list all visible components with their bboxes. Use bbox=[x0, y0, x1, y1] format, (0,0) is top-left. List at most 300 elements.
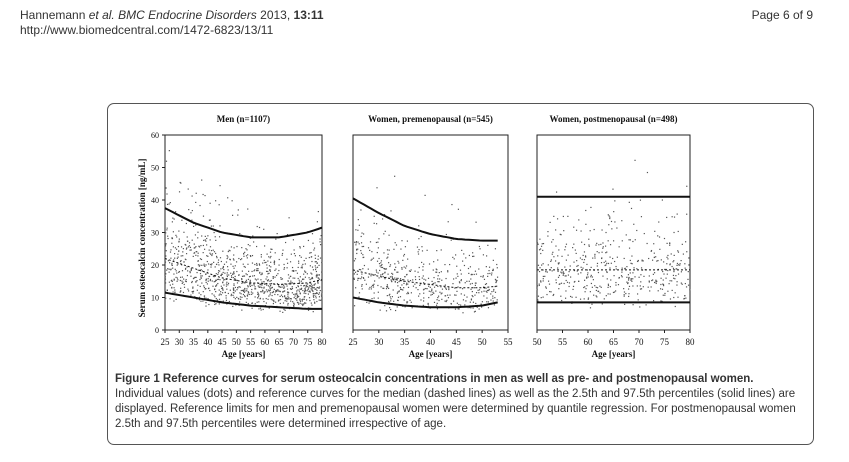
data-point bbox=[576, 253, 577, 254]
data-point bbox=[445, 295, 446, 296]
data-point bbox=[386, 288, 387, 289]
data-point bbox=[166, 243, 167, 244]
data-point bbox=[415, 279, 416, 280]
data-point bbox=[191, 282, 192, 283]
data-point bbox=[630, 280, 631, 281]
data-point bbox=[494, 297, 495, 298]
data-point bbox=[672, 261, 673, 262]
data-point bbox=[189, 250, 190, 251]
citation-volume: 13:11 bbox=[293, 8, 324, 22]
data-point bbox=[555, 279, 556, 280]
data-point bbox=[282, 250, 283, 251]
data-point bbox=[248, 293, 249, 294]
plot-frame bbox=[537, 135, 690, 330]
data-point bbox=[205, 288, 206, 289]
data-point bbox=[313, 249, 314, 250]
data-point bbox=[483, 254, 484, 255]
data-point bbox=[200, 294, 201, 295]
data-point bbox=[288, 298, 289, 299]
data-point bbox=[201, 179, 202, 180]
data-point bbox=[598, 291, 599, 292]
data-point bbox=[566, 280, 567, 281]
data-point bbox=[321, 271, 322, 272]
data-point bbox=[194, 247, 195, 248]
data-point bbox=[575, 249, 576, 250]
data-point bbox=[235, 287, 236, 288]
data-point bbox=[363, 277, 364, 278]
data-point bbox=[563, 273, 564, 274]
data-point bbox=[580, 257, 581, 258]
data-point bbox=[165, 262, 166, 263]
data-point bbox=[643, 260, 644, 261]
data-point bbox=[279, 291, 280, 292]
data-point bbox=[609, 267, 610, 268]
data-point bbox=[640, 285, 641, 286]
data-point bbox=[178, 250, 179, 251]
data-point bbox=[392, 276, 393, 277]
data-point bbox=[431, 289, 432, 290]
data-point bbox=[462, 261, 463, 262]
data-point bbox=[301, 303, 302, 304]
data-point bbox=[277, 273, 278, 274]
data-point bbox=[676, 268, 677, 269]
data-point bbox=[538, 244, 539, 245]
data-point bbox=[214, 232, 215, 233]
data-point bbox=[627, 282, 628, 283]
data-point bbox=[217, 299, 218, 300]
data-point bbox=[256, 270, 257, 271]
data-point bbox=[429, 291, 430, 292]
data-point bbox=[182, 277, 183, 278]
data-point bbox=[201, 282, 202, 283]
data-point bbox=[236, 261, 237, 262]
data-point bbox=[215, 253, 216, 254]
data-point bbox=[673, 297, 674, 298]
data-point bbox=[261, 291, 262, 292]
data-point bbox=[307, 286, 308, 287]
data-point bbox=[319, 286, 320, 287]
data-point bbox=[486, 297, 487, 298]
data-point bbox=[267, 260, 268, 261]
data-point bbox=[209, 250, 210, 251]
data-point bbox=[274, 261, 275, 262]
data-point bbox=[377, 252, 378, 253]
data-point bbox=[262, 290, 263, 291]
data-point bbox=[545, 286, 546, 287]
data-point bbox=[404, 299, 405, 300]
data-point bbox=[208, 278, 209, 279]
data-point bbox=[430, 294, 431, 295]
data-point bbox=[243, 264, 244, 265]
data-point bbox=[381, 260, 382, 261]
data-point bbox=[296, 300, 297, 301]
data-point bbox=[267, 291, 268, 292]
data-point bbox=[284, 286, 285, 287]
data-point bbox=[470, 307, 471, 308]
x-tick-label: 45 bbox=[451, 337, 461, 347]
data-point bbox=[597, 287, 598, 288]
data-point bbox=[482, 276, 483, 277]
data-point bbox=[226, 282, 227, 283]
data-point bbox=[594, 255, 595, 256]
data-point bbox=[591, 275, 592, 276]
data-point bbox=[310, 291, 311, 292]
data-point bbox=[681, 271, 682, 272]
data-point bbox=[428, 278, 429, 279]
data-point bbox=[304, 296, 305, 297]
data-point bbox=[561, 256, 562, 257]
data-point bbox=[301, 267, 302, 268]
data-point bbox=[566, 244, 567, 245]
data-point bbox=[283, 264, 284, 265]
data-point bbox=[233, 292, 234, 293]
data-point bbox=[484, 279, 485, 280]
data-point bbox=[368, 276, 369, 277]
data-point bbox=[311, 305, 312, 306]
data-point bbox=[290, 261, 291, 262]
data-point bbox=[436, 305, 437, 306]
data-point bbox=[214, 276, 215, 277]
data-point bbox=[444, 300, 445, 301]
data-point bbox=[580, 230, 581, 231]
data-point bbox=[218, 279, 219, 280]
data-point bbox=[608, 293, 609, 294]
data-point bbox=[210, 264, 211, 265]
data-point bbox=[270, 292, 271, 293]
data-point bbox=[202, 270, 203, 271]
data-point bbox=[299, 255, 300, 256]
data-point bbox=[411, 292, 412, 293]
data-point bbox=[176, 249, 177, 250]
data-point bbox=[178, 230, 179, 231]
data-point bbox=[233, 258, 234, 259]
data-point bbox=[241, 279, 242, 280]
data-point bbox=[219, 293, 220, 294]
data-point bbox=[286, 301, 287, 302]
data-point bbox=[613, 292, 614, 293]
data-point bbox=[254, 264, 255, 265]
data-point bbox=[387, 257, 388, 258]
data-point bbox=[169, 203, 170, 204]
data-point bbox=[651, 286, 652, 287]
data-point bbox=[432, 294, 433, 295]
data-point bbox=[191, 249, 192, 250]
data-point bbox=[586, 285, 587, 286]
data-point bbox=[355, 229, 356, 230]
data-point bbox=[206, 282, 207, 283]
data-point bbox=[214, 296, 215, 297]
y-tick-label: 20 bbox=[151, 261, 159, 270]
x-tick-label: 30 bbox=[174, 337, 184, 347]
data-point bbox=[496, 264, 497, 265]
x-tick-label: 75 bbox=[660, 337, 669, 347]
data-point bbox=[667, 291, 668, 292]
data-point bbox=[492, 298, 493, 299]
data-point bbox=[615, 284, 616, 285]
data-point bbox=[250, 281, 251, 282]
data-point bbox=[460, 305, 461, 306]
chart-title: Men (n=1107) bbox=[216, 114, 271, 124]
data-point bbox=[587, 274, 588, 275]
data-point bbox=[653, 274, 654, 275]
data-point bbox=[267, 271, 268, 272]
data-point bbox=[203, 216, 204, 217]
data-point bbox=[200, 286, 201, 287]
data-point bbox=[434, 282, 435, 283]
data-point bbox=[295, 270, 296, 271]
data-point bbox=[190, 212, 191, 213]
data-point bbox=[321, 293, 322, 294]
data-point bbox=[453, 278, 454, 279]
data-point bbox=[629, 248, 630, 249]
data-point bbox=[298, 261, 299, 262]
data-point bbox=[171, 287, 172, 288]
citation-url[interactable]: http://www.biomedcentral.com/1472-6823/13/11 bbox=[20, 23, 274, 37]
data-point bbox=[176, 281, 177, 282]
data-point bbox=[206, 255, 207, 256]
data-point bbox=[178, 246, 179, 247]
data-point bbox=[279, 259, 280, 260]
data-point bbox=[684, 263, 685, 264]
data-point bbox=[167, 236, 168, 237]
data-point bbox=[208, 263, 209, 264]
data-point bbox=[231, 275, 232, 276]
data-point bbox=[198, 260, 199, 261]
data-point bbox=[247, 208, 248, 209]
data-point bbox=[640, 281, 641, 282]
data-point bbox=[468, 268, 469, 269]
data-point bbox=[394, 269, 395, 270]
data-point bbox=[218, 264, 219, 265]
data-point bbox=[236, 246, 237, 247]
data-point bbox=[448, 297, 449, 298]
data-point bbox=[296, 287, 297, 288]
data-point bbox=[383, 233, 384, 234]
data-point bbox=[409, 300, 410, 301]
data-point bbox=[543, 243, 544, 244]
data-point bbox=[302, 267, 303, 268]
data-point bbox=[543, 263, 544, 264]
data-point bbox=[583, 262, 584, 263]
data-point bbox=[624, 291, 625, 292]
data-point bbox=[320, 300, 321, 301]
data-point bbox=[219, 303, 220, 304]
data-point bbox=[239, 233, 240, 234]
data-point bbox=[359, 243, 360, 244]
data-point bbox=[165, 273, 166, 274]
data-point bbox=[583, 287, 584, 288]
data-point bbox=[264, 283, 265, 284]
data-point bbox=[268, 296, 269, 297]
data-point bbox=[629, 202, 630, 203]
data-point bbox=[313, 269, 314, 270]
data-point bbox=[584, 251, 585, 252]
data-point bbox=[230, 273, 231, 274]
data-point bbox=[401, 240, 402, 241]
data-point bbox=[287, 296, 288, 297]
data-point bbox=[474, 274, 475, 275]
data-point bbox=[180, 183, 181, 184]
data-point bbox=[564, 283, 565, 284]
data-point bbox=[397, 293, 398, 294]
data-point bbox=[175, 211, 176, 212]
data-point bbox=[313, 311, 314, 312]
data-point bbox=[247, 254, 248, 255]
data-point bbox=[269, 281, 270, 282]
data-point bbox=[366, 302, 367, 303]
data-point bbox=[604, 298, 605, 299]
data-point bbox=[628, 293, 629, 294]
data-point bbox=[458, 209, 459, 210]
data-point bbox=[563, 272, 564, 273]
data-point bbox=[560, 234, 561, 235]
data-point bbox=[195, 255, 196, 256]
data-point bbox=[395, 242, 396, 243]
data-point bbox=[312, 233, 313, 234]
data-point bbox=[222, 288, 223, 289]
data-point bbox=[397, 285, 398, 286]
data-point bbox=[671, 266, 672, 267]
data-point bbox=[357, 280, 358, 281]
data-point bbox=[196, 193, 197, 194]
data-point bbox=[403, 287, 404, 288]
data-point bbox=[613, 275, 614, 276]
data-point bbox=[602, 248, 603, 249]
data-point bbox=[667, 274, 668, 275]
data-point bbox=[423, 289, 424, 290]
data-point bbox=[231, 246, 232, 247]
data-point bbox=[388, 235, 389, 236]
x-tick-label: 50 bbox=[477, 337, 487, 347]
data-point bbox=[607, 287, 608, 288]
data-point bbox=[293, 270, 294, 271]
data-point bbox=[309, 257, 310, 258]
data-point bbox=[478, 268, 479, 269]
data-point bbox=[681, 260, 682, 261]
data-point bbox=[418, 251, 419, 252]
data-point bbox=[188, 188, 189, 189]
data-point bbox=[619, 277, 620, 278]
data-point bbox=[636, 230, 637, 231]
data-point bbox=[182, 251, 183, 252]
data-point bbox=[282, 296, 283, 297]
data-point bbox=[483, 291, 484, 292]
data-point bbox=[373, 286, 374, 287]
data-point bbox=[558, 277, 559, 278]
data-point bbox=[360, 278, 361, 279]
data-point bbox=[397, 291, 398, 292]
data-point bbox=[302, 305, 303, 306]
data-point bbox=[198, 264, 199, 265]
data-point bbox=[559, 275, 560, 276]
data-point bbox=[238, 275, 239, 276]
data-point bbox=[546, 288, 547, 289]
data-point bbox=[233, 277, 234, 278]
data-point bbox=[287, 304, 288, 305]
data-point bbox=[165, 276, 166, 277]
data-point bbox=[183, 292, 184, 293]
data-point bbox=[392, 274, 393, 275]
data-point bbox=[220, 257, 221, 258]
data-point bbox=[436, 269, 437, 270]
data-point bbox=[608, 224, 609, 225]
data-point bbox=[565, 246, 566, 247]
data-point bbox=[233, 288, 234, 289]
data-point bbox=[495, 279, 496, 280]
data-point bbox=[382, 274, 383, 275]
data-point bbox=[216, 256, 217, 257]
data-point bbox=[431, 281, 432, 282]
data-point bbox=[304, 270, 305, 271]
data-point bbox=[265, 278, 266, 279]
data-point bbox=[218, 270, 219, 271]
data-point bbox=[176, 270, 177, 271]
data-point bbox=[244, 290, 245, 291]
data-point bbox=[174, 253, 175, 254]
data-point bbox=[264, 260, 265, 261]
data-point bbox=[286, 259, 287, 260]
data-point bbox=[299, 289, 300, 290]
data-point bbox=[374, 223, 375, 224]
data-point bbox=[608, 240, 609, 241]
data-point bbox=[461, 273, 462, 274]
x-tick-label: 55 bbox=[558, 337, 567, 347]
data-point bbox=[664, 238, 665, 239]
data-point bbox=[437, 278, 438, 279]
data-point bbox=[356, 249, 357, 250]
data-point bbox=[232, 295, 233, 296]
data-point bbox=[362, 284, 363, 285]
data-point bbox=[219, 279, 220, 280]
data-point bbox=[258, 294, 259, 295]
data-point bbox=[540, 248, 541, 249]
data-point bbox=[408, 287, 409, 288]
data-point bbox=[422, 266, 423, 267]
citation-etal: et al. bbox=[88, 8, 115, 22]
data-point bbox=[591, 304, 592, 305]
data-point bbox=[497, 277, 498, 278]
data-point bbox=[455, 278, 456, 279]
data-point bbox=[173, 259, 174, 260]
data-point bbox=[197, 290, 198, 291]
data-point bbox=[228, 283, 229, 284]
data-point bbox=[633, 267, 634, 268]
data-point bbox=[212, 293, 213, 294]
data-point bbox=[317, 262, 318, 263]
data-point bbox=[233, 297, 234, 298]
data-point bbox=[430, 287, 431, 288]
data-point bbox=[394, 279, 395, 280]
data-point bbox=[301, 299, 302, 300]
data-point bbox=[241, 310, 242, 311]
data-point bbox=[219, 289, 220, 290]
data-point bbox=[673, 275, 674, 276]
data-point bbox=[181, 281, 182, 282]
data-point bbox=[195, 246, 196, 247]
data-point bbox=[283, 309, 284, 310]
caption-title: Figure 1 Reference curves for serum osteocalcin concentrations in men as well as pre- and postmenopausal women. bbox=[115, 373, 754, 385]
data-point bbox=[258, 301, 259, 302]
data-point bbox=[294, 295, 295, 296]
data-point bbox=[407, 280, 408, 281]
data-point bbox=[618, 284, 619, 285]
data-point bbox=[198, 270, 199, 271]
data-point bbox=[177, 263, 178, 264]
data-point bbox=[452, 283, 453, 284]
data-point bbox=[273, 303, 274, 304]
data-point bbox=[393, 289, 394, 290]
data-point bbox=[624, 304, 625, 305]
